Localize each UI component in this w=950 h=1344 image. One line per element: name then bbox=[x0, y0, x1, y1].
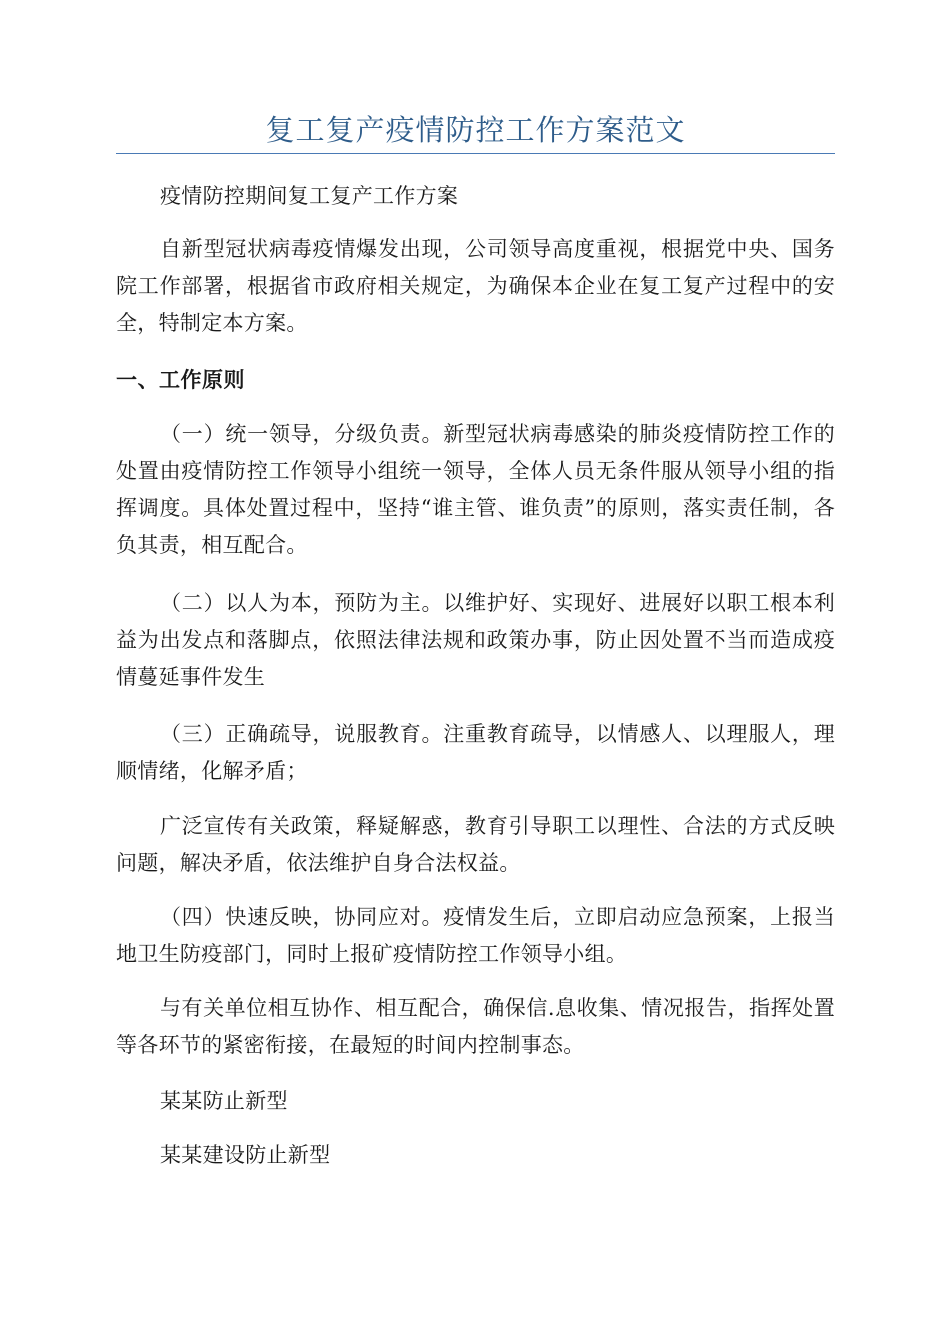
paragraph-principle-1: （一）统一领导，分级负责。新型冠状病毒感染的肺炎疫情防控工作的处置由疫情防控工作领导小组统一领导，全体人员无条件服从领导小组的指挥调度。具体处置过程中，坚持“谁主管、谁负责”的原则，落实责任制，各负其责，相互配合。 bbox=[116, 422, 835, 557]
paragraph-line-a: 某某防止新型 bbox=[160, 1089, 288, 1113]
document-title: 复工复产疫情防控工作方案范文 bbox=[265, 113, 686, 147]
paragraph-publicity: 广泛宣传有关政策，释疑解惑，教育引导职工以理性、合法的方式反映问题，解决矛盾，依法维护自身合法权益。 bbox=[116, 814, 835, 875]
intro-paragraph: 自新型冠状病毒疫情爆发出现，公司领导高度重视，根据党中央、国务院工作部署，根据省市政府相关规定，为确保本企业在复工复产过程中的安全，特制定本方案。 bbox=[116, 237, 835, 335]
paragraph-principle-4: （四）快速反映，协同应对。疫情发生后，立即启动应急预案，上报当地卫生防疫部门，同时上报矿疫情防控工作领导小组。 bbox=[116, 905, 835, 966]
paragraph-line-b: 某某建设防止新型 bbox=[160, 1143, 331, 1167]
paragraph-principle-3: （三）正确疏导，说服教育。注重教育疏导，以情感人、以理服人，理顺情绪，化解矛盾； bbox=[116, 722, 835, 783]
document-subtitle: 疫情防控期间复工复产工作方案 bbox=[160, 184, 459, 208]
section-heading-principles: 一、工作原则 bbox=[116, 368, 245, 392]
title-underline bbox=[116, 153, 835, 154]
paragraph-coordination: 与有关单位相互协作、相互配合，确保信.息收集、情况报告，指挥处置等各环节的紧密衔接，在最短的时间内控制事态。 bbox=[116, 996, 835, 1057]
paragraph-principle-2: （二）以人为本，预防为主。以维护好、实现好、进展好以职工根本利益为出发点和落脚点，依照法律法规和政策办事，防止因处置不当而造成疫情蔓延事件发生 bbox=[116, 591, 835, 689]
